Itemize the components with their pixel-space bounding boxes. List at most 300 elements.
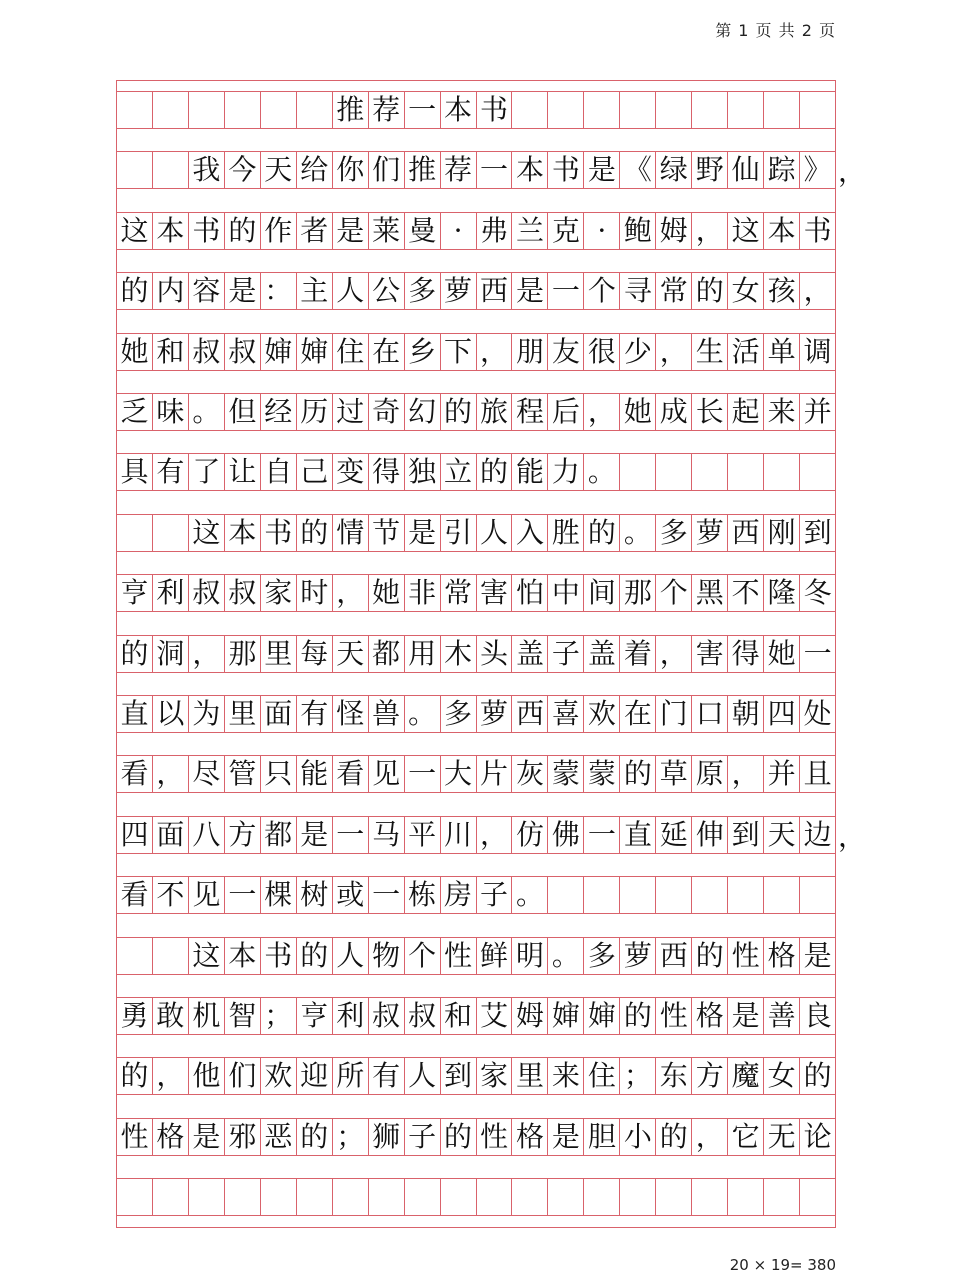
- grid-cell: 一: [369, 876, 405, 914]
- grid-cell: 方: [225, 816, 261, 854]
- grid-cell: 一: [584, 816, 620, 854]
- grid-cell: [261, 1178, 297, 1216]
- grid-cell: 是: [297, 816, 333, 854]
- grid-cell: 里: [225, 695, 261, 733]
- grid-row: [117, 1118, 835, 1156]
- overflow-punctuation: [839, 1057, 865, 1095]
- grid-cell: 亨: [117, 574, 153, 612]
- grid-cell: 给: [297, 151, 333, 189]
- grid-cell: 主: [297, 272, 333, 310]
- grid-cell: [153, 151, 189, 189]
- grid-cell: 书: [261, 937, 297, 975]
- grid-cell: 来: [764, 393, 800, 431]
- grid-cell: 艾: [477, 997, 513, 1035]
- grid-cell: 弗: [477, 212, 513, 250]
- grid-cell: 一: [800, 635, 835, 673]
- grid-row-cells: [117, 876, 835, 914]
- grid-cell: [189, 1178, 225, 1216]
- grid-cell: 八: [189, 816, 225, 854]
- grid-row: [117, 453, 835, 491]
- grid-cell: [620, 453, 656, 491]
- grid-cell: [153, 91, 189, 129]
- grid-cell: 寻: [620, 272, 656, 310]
- grid-row-cells: [117, 333, 835, 371]
- grid-cell: 女: [728, 272, 764, 310]
- grid-cell: 住: [584, 1057, 620, 1095]
- grid-cell: ，: [153, 1057, 189, 1095]
- grid-cell: 后: [548, 393, 584, 431]
- grid-cell: ，: [189, 635, 225, 673]
- grid-cell: 格: [153, 1118, 189, 1156]
- overflow-punctuation: [839, 937, 865, 975]
- grid-cell: 鲍: [620, 212, 656, 250]
- grid-cell: 。: [405, 695, 441, 733]
- grid-cell: [225, 1178, 261, 1216]
- grid-cell: 婶: [548, 997, 584, 1035]
- grid-cell: 仿: [512, 816, 548, 854]
- grid-cell: [764, 876, 800, 914]
- grid-cell: [297, 1178, 333, 1216]
- grid-cell: [548, 1178, 584, 1216]
- grid-cell: [548, 91, 584, 129]
- grid-cell: 东: [656, 1057, 692, 1095]
- grid-cell: 邪: [225, 1118, 261, 1156]
- grid-cell: 冬: [800, 574, 835, 612]
- grid-cell: 仙: [728, 151, 764, 189]
- grid-cell: 见: [369, 755, 405, 793]
- grid-cell: [800, 876, 835, 914]
- grid-cell: 婶: [584, 997, 620, 1035]
- grid-cell: 蒙: [548, 755, 584, 793]
- grid-cell: 程: [512, 393, 548, 431]
- grid-cell: 四: [117, 816, 153, 854]
- grid-cell: [728, 453, 764, 491]
- grid-cell: 蒙: [584, 755, 620, 793]
- grid-cell: [405, 1178, 441, 1216]
- grid-row: [117, 151, 867, 189]
- grid-cell: 欢: [584, 695, 620, 733]
- grid-cell: 迎: [297, 1057, 333, 1095]
- grid-cell: 在: [620, 695, 656, 733]
- grid-cell: [584, 1178, 620, 1216]
- grid-cell: 历: [297, 393, 333, 431]
- grid-cell: 人: [333, 937, 369, 975]
- grid-cell: ；: [261, 997, 297, 1035]
- grid-row: [117, 876, 835, 914]
- grid-cell: 小: [620, 1118, 656, 1156]
- grid-cell: 是: [225, 272, 261, 310]
- grid-cell: 魔: [728, 1057, 764, 1095]
- grid-cell: 》: [800, 151, 835, 189]
- grid-cell: 书: [261, 514, 297, 552]
- grid-cell: 间: [584, 574, 620, 612]
- grid-cell: 本: [512, 151, 548, 189]
- grid-cell: 公: [369, 272, 405, 310]
- grid-cell: 西: [477, 272, 513, 310]
- grid-cell: 个: [584, 272, 620, 310]
- grid-cell: [441, 1178, 477, 1216]
- grid-cell: 这: [728, 212, 764, 250]
- grid-cell: 婶: [261, 333, 297, 371]
- grid-cell: 时: [297, 574, 333, 612]
- grid-cell: 活: [728, 333, 764, 371]
- grid-cell: 能: [512, 453, 548, 491]
- grid-cell: [153, 1178, 189, 1216]
- grid-cell: 的: [620, 997, 656, 1035]
- grid-cell: 片: [477, 755, 513, 793]
- grid-cell: 鲜: [477, 937, 513, 975]
- grid-cell: [548, 876, 584, 914]
- grid-cell: 善: [764, 997, 800, 1035]
- grid-cell: 的: [692, 937, 728, 975]
- grid-cell: 房: [441, 876, 477, 914]
- grid-row: [117, 514, 835, 552]
- grid-cell: 常: [441, 574, 477, 612]
- grid-cell: 恶: [261, 1118, 297, 1156]
- grid-cell: 一: [405, 755, 441, 793]
- grid-row-cells: [117, 755, 835, 793]
- grid-cell: 见: [189, 876, 225, 914]
- grid-cell: 引: [441, 514, 477, 552]
- grid-cell: [584, 91, 620, 129]
- grid-cell: 入: [512, 514, 548, 552]
- grid-cell: 乡: [405, 333, 441, 371]
- grid-cell: 尽: [189, 755, 225, 793]
- grid-cell: 子: [477, 876, 513, 914]
- grid-cell: 。: [584, 453, 620, 491]
- grid-cell: 。: [189, 393, 225, 431]
- grid-cell: 怕: [512, 574, 548, 612]
- overflow-punctuation: [839, 876, 865, 914]
- overflow-punctuation: [839, 212, 865, 250]
- grid-cell: 能: [297, 755, 333, 793]
- grid-cell: 川: [441, 816, 477, 854]
- grid-cell: ，: [477, 816, 513, 854]
- grid-cell: 她: [620, 393, 656, 431]
- grid-cell: 多: [656, 514, 692, 552]
- grid-cell: [117, 1178, 153, 1216]
- grid-cell: 栋: [405, 876, 441, 914]
- grid-cell: 性: [477, 1118, 513, 1156]
- grid-cell: 个: [656, 574, 692, 612]
- overflow-punctuation: ，: [838, 155, 867, 189]
- grid-cell: 起: [728, 393, 764, 431]
- grid-cell: [764, 1178, 800, 1216]
- grid-cell: 害: [477, 574, 513, 612]
- grid-cell: 灰: [512, 755, 548, 793]
- grid-cell: 的: [117, 1057, 153, 1095]
- grid-cell: [656, 876, 692, 914]
- grid-cell: 延: [656, 816, 692, 854]
- grid-cell: 都: [261, 816, 297, 854]
- grid-cell: 叔: [225, 333, 261, 371]
- grid-cell: 是: [728, 997, 764, 1035]
- grid-cell: 佛: [548, 816, 584, 854]
- grid-row: [117, 272, 835, 310]
- grid-cell: 多: [584, 937, 620, 975]
- grid-cell: 是: [548, 1118, 584, 1156]
- grid-cell: 叔: [405, 997, 441, 1035]
- grid-row: [117, 937, 835, 975]
- grid-cell: 奇: [369, 393, 405, 431]
- grid-cell: 良: [800, 997, 835, 1035]
- grid-cell: [656, 1178, 692, 1216]
- grid-cell: 。: [620, 514, 656, 552]
- grid-cell: 本: [225, 514, 261, 552]
- grid-cell: 论: [800, 1118, 835, 1156]
- grid-cell: 一: [548, 272, 584, 310]
- grid-row-cells: [117, 1057, 835, 1095]
- grid-cell: 所: [333, 1057, 369, 1095]
- grid-cell: 中: [548, 574, 584, 612]
- grid-cell: 不: [153, 876, 189, 914]
- grid-cell: 味: [153, 393, 189, 431]
- grid-cell: 们: [369, 151, 405, 189]
- grid-row: [117, 212, 835, 250]
- grid-cell: 这: [189, 937, 225, 975]
- grid-cell: 朝: [728, 695, 764, 733]
- grid-cell: 性: [117, 1118, 153, 1156]
- grid-cell: 以: [153, 695, 189, 733]
- grid-cell: 姆: [512, 997, 548, 1035]
- grid-cell: 过: [333, 393, 369, 431]
- grid-cell: [728, 876, 764, 914]
- grid-cell: 利: [153, 574, 189, 612]
- grid-cell: 一: [333, 816, 369, 854]
- grid-cell: 推: [405, 151, 441, 189]
- grid-cell: 多: [405, 272, 441, 310]
- grid-cell: [333, 1178, 369, 1216]
- grid-cell: 是: [189, 1118, 225, 1156]
- grid-row-cells: [117, 453, 835, 491]
- grid-row-cells: [117, 816, 835, 854]
- grid-cell: 下: [441, 333, 477, 371]
- grid-cell: ，: [728, 755, 764, 793]
- grid-cell: 是: [584, 151, 620, 189]
- grid-cell: 克: [548, 212, 584, 250]
- grid-cell: 书: [477, 91, 513, 129]
- grid-cell: 少: [620, 333, 656, 371]
- grid-cell: 人: [477, 514, 513, 552]
- grid-cell: 叔: [225, 574, 261, 612]
- grid-cell: 本: [225, 937, 261, 975]
- grid-cell: 的: [441, 1118, 477, 1156]
- grid-cell: 草: [656, 755, 692, 793]
- grid-cell: 了: [189, 453, 225, 491]
- grid-cell: 的: [297, 514, 333, 552]
- grid-cell: ，: [692, 1118, 728, 1156]
- grid-cell: 容: [189, 272, 225, 310]
- grid-cell: 萝: [441, 272, 477, 310]
- grid-cell: 性: [656, 997, 692, 1035]
- grid-cell: 情: [333, 514, 369, 552]
- grid-row-cells: [117, 937, 835, 975]
- grid-cell: [692, 1178, 728, 1216]
- grid-cell: 西: [656, 937, 692, 975]
- grid-cell: 有: [369, 1057, 405, 1095]
- grid-cell: 变: [333, 453, 369, 491]
- grid-cell: [261, 91, 297, 129]
- grid-cell: 和: [441, 997, 477, 1035]
- grid-cell: 绿: [656, 151, 692, 189]
- grid-cell: 或: [333, 876, 369, 914]
- grid-cell: 处: [800, 695, 835, 733]
- grid-cell: 《: [620, 151, 656, 189]
- grid-cell: 格: [764, 937, 800, 975]
- grid-cell: 有: [153, 453, 189, 491]
- grid-cell: 节: [369, 514, 405, 552]
- grid-cell: [620, 91, 656, 129]
- overflow-punctuation: [839, 333, 865, 371]
- composition-grid: [116, 80, 867, 1228]
- grid-cell: 这: [189, 514, 225, 552]
- grid-cell: ，: [656, 635, 692, 673]
- grid-cell: 盖: [584, 635, 620, 673]
- overflow-punctuation: [839, 574, 865, 612]
- grid-cell: 得: [369, 453, 405, 491]
- grid-cell: ·: [441, 212, 477, 250]
- grid-cell: 本: [764, 212, 800, 250]
- grid-cell: 平: [405, 816, 441, 854]
- grid-row-cells: [117, 272, 835, 310]
- grid-cell: 为: [189, 695, 225, 733]
- grid-cell: 立: [441, 453, 477, 491]
- grid-cell: 面: [153, 816, 189, 854]
- grid-cell: [620, 1178, 656, 1216]
- grid-cell: [800, 453, 835, 491]
- grid-cell: 不: [728, 574, 764, 612]
- grid-cell: 且: [800, 755, 835, 793]
- grid-cell: 叔: [369, 997, 405, 1035]
- grid-cell: 友: [548, 333, 584, 371]
- grid-cell: [692, 91, 728, 129]
- grid-cell: 荐: [369, 91, 405, 129]
- grid-cell: [117, 514, 153, 552]
- grid-cell: 隆: [764, 574, 800, 612]
- grid-cell: 者: [297, 212, 333, 250]
- grid-cell: 。: [548, 937, 584, 975]
- grid-cell: 她: [764, 635, 800, 673]
- grid-row-cells: [117, 393, 835, 431]
- grid-row: [117, 333, 835, 371]
- grid-cell: 到: [728, 816, 764, 854]
- grid-cell: ，: [656, 333, 692, 371]
- grid-cell: 机: [189, 997, 225, 1035]
- grid-cell: [800, 91, 835, 129]
- grid-cell: 并: [764, 755, 800, 793]
- grid-cell: 敢: [153, 997, 189, 1035]
- grid-cell: 让: [225, 453, 261, 491]
- grid-cell: ；: [620, 1057, 656, 1095]
- grid-cell: 叔: [189, 333, 225, 371]
- grid-cell: 野: [692, 151, 728, 189]
- grid-cell: 伸: [692, 816, 728, 854]
- grid-cell: 直: [117, 695, 153, 733]
- grid-cell: 书: [548, 151, 584, 189]
- grid-cell: 面: [261, 695, 297, 733]
- grid-cell: 利: [333, 997, 369, 1035]
- grid-cell: 自: [261, 453, 297, 491]
- grid-cell: 成: [656, 393, 692, 431]
- overflow-punctuation: [839, 272, 865, 310]
- grid-cell: 欢: [261, 1057, 297, 1095]
- grid-cell: 马: [369, 816, 405, 854]
- grid-cell: 人: [405, 1057, 441, 1095]
- grid-cell: 的: [620, 755, 656, 793]
- grid-cell: 黑: [692, 574, 728, 612]
- grid-cell: 刚: [764, 514, 800, 552]
- grid-cell: 力: [548, 453, 584, 491]
- grid-cell: [297, 91, 333, 129]
- grid-cell: 婶: [297, 333, 333, 371]
- grid-cell: 书: [800, 212, 835, 250]
- grid-row-cells: [117, 151, 835, 189]
- grid-cell: 并: [800, 393, 835, 431]
- grid-cell: 性: [441, 937, 477, 975]
- grid-cell: 的: [297, 1118, 333, 1156]
- grid-cell: [153, 514, 189, 552]
- grid-cell: 的: [225, 212, 261, 250]
- grid-cell: 只: [261, 755, 297, 793]
- grid-cell: 乏: [117, 393, 153, 431]
- word-count: 20 × 19= 380: [729, 1256, 836, 1274]
- grid-cell: 朋: [512, 333, 548, 371]
- grid-cell: 着: [620, 635, 656, 673]
- grid-cell: [584, 876, 620, 914]
- overflow-punctuation: [839, 1118, 865, 1156]
- grid-cell: 那: [620, 574, 656, 612]
- grid-cell: 踪: [764, 151, 800, 189]
- grid-cell: 原: [692, 755, 728, 793]
- grid-cell: 棵: [261, 876, 297, 914]
- grid-cell: 书: [189, 212, 225, 250]
- grid-cell: 这: [117, 212, 153, 250]
- grid-row: [117, 91, 835, 129]
- grid-cell: 的: [800, 1057, 835, 1095]
- grid-cell: 子: [548, 635, 584, 673]
- grid-row: [117, 393, 835, 431]
- grid-cell: 天: [333, 635, 369, 673]
- grid-cell: [117, 151, 153, 189]
- grid-cell: [477, 1178, 513, 1216]
- grid-cell: 。: [512, 876, 548, 914]
- grid-cell: 狮: [369, 1118, 405, 1156]
- overflow-punctuation: [839, 514, 865, 552]
- grid-cell: 看: [333, 755, 369, 793]
- grid-cell: 喜: [548, 695, 584, 733]
- grid-cell: 个: [405, 937, 441, 975]
- grid-cell: ，: [333, 574, 369, 612]
- grid-cell: 门: [656, 695, 692, 733]
- grid-cell: 的: [117, 272, 153, 310]
- grid-row: [117, 695, 835, 733]
- grid-cell: 看: [117, 755, 153, 793]
- grid-cell: 一: [477, 151, 513, 189]
- grid-cell: 子: [405, 1118, 441, 1156]
- grid-cell: [153, 937, 189, 975]
- grid-cell: 兰: [512, 212, 548, 250]
- grid-cell: 今: [225, 151, 261, 189]
- grid-cell: 她: [369, 574, 405, 612]
- grid-cell: [800, 1178, 835, 1216]
- grid-cell: 调: [800, 333, 835, 371]
- grid-row: [117, 574, 835, 612]
- grid-cell: 生: [692, 333, 728, 371]
- overflow-punctuation: [839, 635, 865, 673]
- grid-cell: 四: [764, 695, 800, 733]
- grid-cell: 独: [405, 453, 441, 491]
- grid-cell: 的: [117, 635, 153, 673]
